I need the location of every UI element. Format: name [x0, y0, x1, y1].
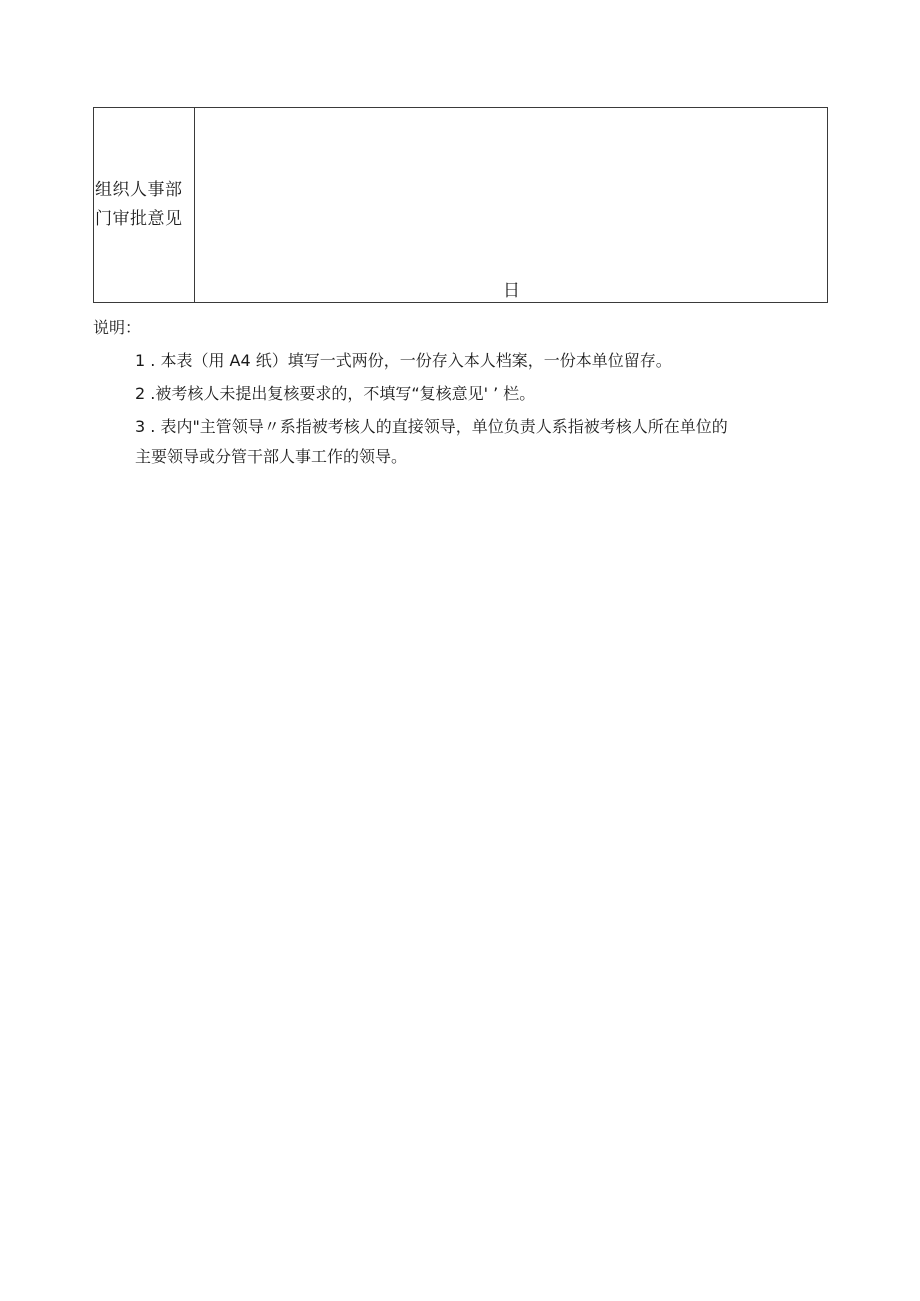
note-item-1: 1 . 本表（用 A4 纸）填写一式两份，一份存入本人档案，一份本单位留存。: [135, 351, 672, 370]
note-item-2: 2 .被考核人未提出复核要求的，不填写“复核意见' ’ 栏。: [135, 384, 536, 403]
date-day-label: 日: [503, 281, 520, 301]
note-item-3-continuation: 主要领导或分管干部人事工作的领导。: [135, 447, 408, 466]
approval-content-cell[interactable]: [195, 108, 827, 302]
notes-title: 说明：: [93, 318, 142, 337]
approval-label-line1: 组织人事部: [95, 180, 183, 200]
note-item-3: 3 . 表内"主管领导〃系指被考核人的直接领导，单位负责人系指被考核人所在单位的: [135, 417, 728, 436]
notes-section: [93, 316, 833, 469]
approval-table: [93, 107, 828, 303]
approval-label-cell: [94, 108, 195, 302]
approval-label-line2: 门审批意见: [95, 209, 183, 229]
